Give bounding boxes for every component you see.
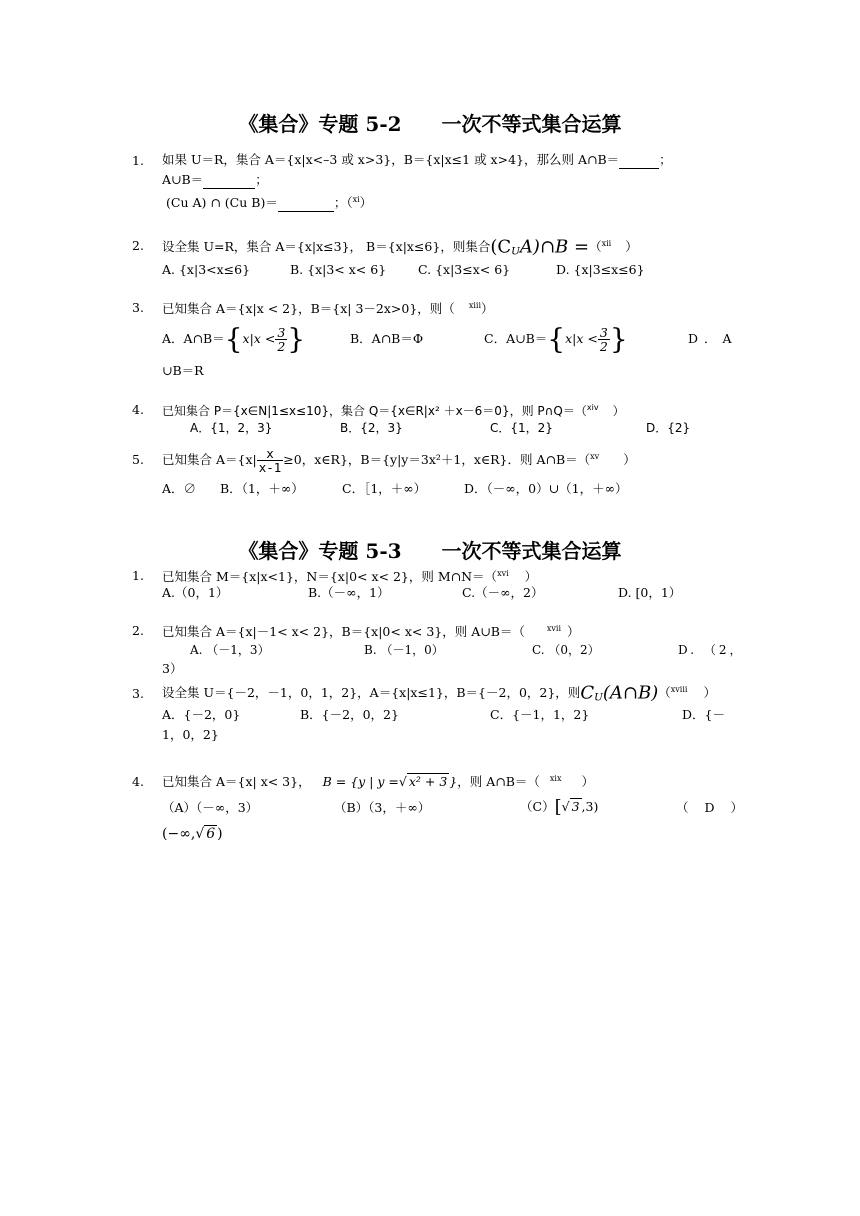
endnote-ref: xiii [468,301,481,310]
question-text: 已知集合 A＝{x|－1< x< 2}，B＝{x|0< x< 3}，则 A∪B＝（ $^{xvii}$ ） [162,624,580,640]
question-text: 已知集合 M＝{x|x<1}，N＝{x|0< x< 2}，则 M∩N＝（$^{xvi}$ ） [162,569,538,585]
question-number: 5. [132,452,144,467]
option-a: A．∅ [162,481,197,496]
question-text: 设全集 U=R，集合 A＝{x|x≤3}， B＝{x|x≤6}，则集合$(C_UA)\cap B =(^{xii}$ ） [162,236,638,258]
option-d: D. {x|3≤x≤6} [556,262,645,277]
option-a: A．{1，2，3} [190,421,273,435]
question-text: 已知集合 P＝{x∈N|1≤x≤10}，集合 Q＝{x∈R|x² ＋x－6＝0}，则 P∩Q＝（$^{xiv}$ ） [162,403,625,418]
endnote-ref: xv [590,452,600,461]
endnote-ref: xviii [670,685,688,694]
option-d: D．{2} [646,421,691,435]
option-d: （ D ） [676,800,749,815]
option-d-wrap: ∪B＝R [162,363,204,378]
option-d-wrap: (−∞,√ 6 ) [162,826,223,842]
question-text: 已知集合 A＝{x| $\frac{x}{x-1}$ ≥0，x∈R}，B＝{y|y＝3x²＋1，x∈R}．则 A∩B＝（$^{xv}$ ） [162,446,636,476]
option-c: C. （0，2） [532,643,600,657]
endnote-ref: xi [352,195,360,204]
option-c: C．［1，＋∞） [342,481,427,496]
option-d: D．（－∞，0）∪（1，＋∞） [464,481,628,496]
endnote-ref: xiv [586,403,599,412]
option-a: A．A∩B＝{x|x < $\frac{3}{2}$ } [162,322,306,356]
endnote-ref: xvi [497,569,509,578]
option-b: B．A∩B＝Φ [350,331,424,346]
option-d: D. （2， [678,643,745,657]
question-text: 设全集 U＝{－2，－1，0，1，2}，A＝{x|x≤1}，B＝{－2，0，2}，则$C_U(A\cap B)(^{xviii}$ ） [162,682,716,704]
option-b: B.（－∞，1） [308,585,390,600]
option-b: B. （－1，0） [364,643,444,657]
question-text: A∪B＝ ； [162,172,268,187]
endnote-ref: xix [549,774,562,783]
option-a: A. {x|3<x≤6} [162,262,251,277]
question-text: (Cu A) ∩ (Cu B)＝ ；（$^{xi}$） [166,195,373,211]
section-title: 《集合》专题 5-2 一次不等式集合运算 [238,112,622,136]
question-text: 如果 U＝R，集合 A＝{x|x<–3 或 x>3}，B＝{x|x≤1 或 x>4}，那么则 A∩B＝ ； [162,152,672,167]
question-number: 3. [132,686,144,701]
option-c: C．{－1，1，2} [490,707,590,722]
option-a: A.（0，1） [162,585,229,600]
question-number: 1. [132,568,144,583]
section-title: 《集合》专题 5-3 一次不等式集合运算 [238,539,622,563]
option-d-wrap: 1，0，2} [162,727,219,742]
option-d-wrap: 3） [162,661,183,676]
option-b: B．{－2，0，2} [300,707,399,722]
endnote-ref: xii [601,239,612,248]
option-c: C．A∪B＝{x|x < $\frac{3}{2}$ } [484,322,628,356]
question-number: 4. [132,402,144,417]
option-c: C. {x|3≤x< 6} [418,262,511,277]
option-c: C．{1，2} [490,421,553,435]
question-number: 3. [132,300,144,315]
question-text: 已知集合 A＝{x|x < 2}，B＝{x| 3－2x>0}，则（ $^{xiii}$） [162,301,494,317]
option-b: B．（1，＋∞） [220,481,304,496]
endnote-ref: xvii [546,624,562,633]
option-b: B. {x|3< x< 6} [290,262,387,277]
option-a: A．{－2，0} [162,707,241,722]
question-text: 已知集合 A＝{x| x< 3}， B = {y | y =√ x² + 3 }，则 A∩B＝（ $^{xix}$ ） [162,774,595,790]
question-number: 2. [132,623,144,638]
question-number: 4. [132,774,144,789]
question-number: 2. [132,238,144,253]
question-number: 1. [132,153,144,168]
option-b: （B）（3，＋∞） [334,800,431,815]
option-c: （C）[√ 3 ,3) [520,796,599,818]
option-a: A. （－1，3） [190,643,270,657]
option-d: D．{－ [682,707,725,722]
option-d: D．A [688,331,738,346]
option-c: C.（－∞，2） [462,585,544,600]
option-a: （A）（－∞，3） [162,800,259,815]
option-d: D. [0，1） [618,585,682,600]
option-b: B．{2，3} [340,421,403,435]
